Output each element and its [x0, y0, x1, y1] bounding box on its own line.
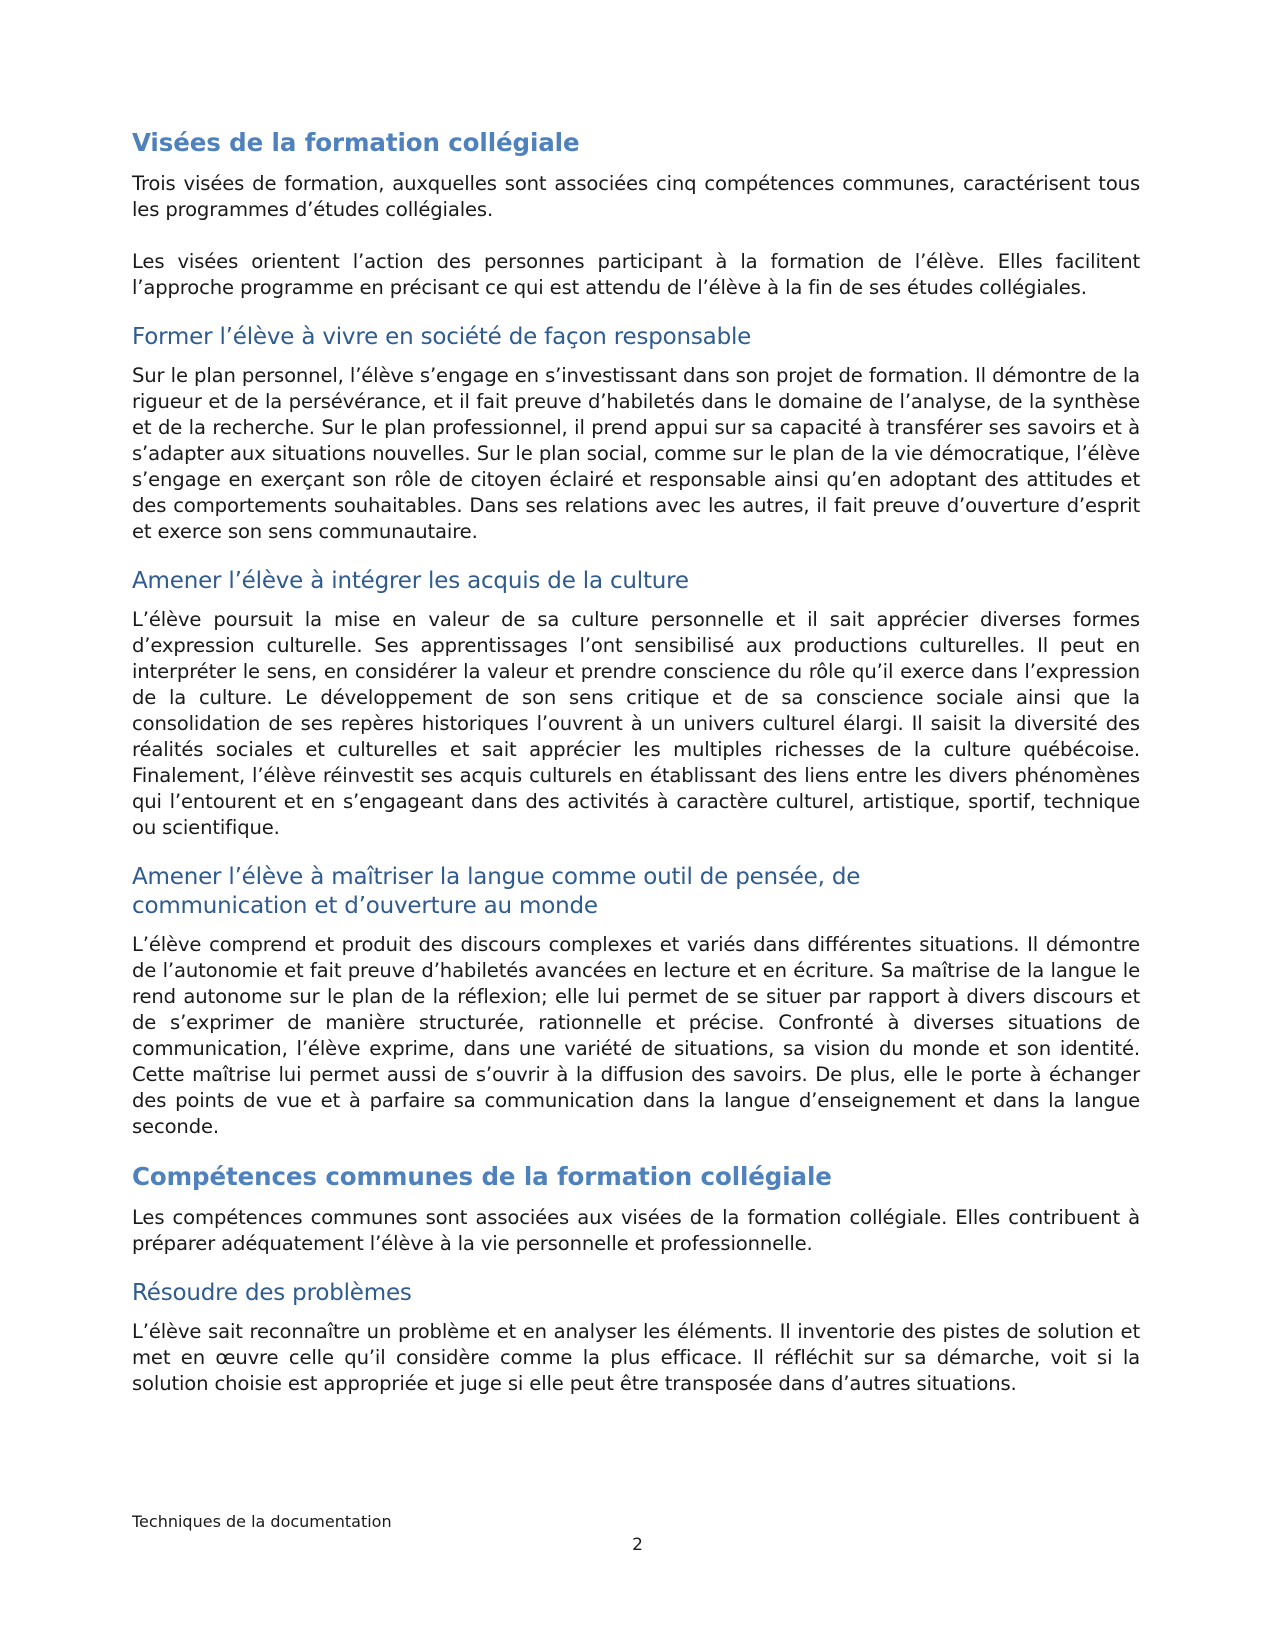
paragraph-visees-intro: Trois visées de formation, auxquelles sont associées cinq compétences communes, caractérisent tous les programmes d’études collégiales. [132, 172, 1140, 221]
paragraph-visees-role: Les visées orientent l’action des personnes participant à la formation de l’élève. Elles facilitent l’approche programme en précisant ce qui est attendu de l’élève à la fin de ses études collégiales. [132, 250, 1140, 299]
subsection-title-societe: Former l’élève à vivre en société de façon responsable [132, 324, 752, 350]
paragraph-competences-intro: Les compétences communes sont associées aux visées de la formation collégiale. Elles contribuent à préparer adéquatement l’élève à la vie personnelle et professionnelle. [132, 1206, 1140, 1255]
subsection-title-langue: Amener l’élève à maîtriser la langue comme outil de pensée, de communication et d’ouverture au monde [132, 864, 861, 919]
paragraph-langue: L’élève comprend et produit des discours complexes et variés dans différentes situations. Il démontre de l’autonomie et fait preuve d’habiletés avancées en lecture et en écriture. Sa maîtrise de la langue le rend autonome sur le plan de la réflexion; elle lui permet de se situer par rapport à divers discours et de s’exprimer de manière structurée, rationnelle et précise. Confronté à diverses situations de communication, l’élève exprime, dans une variété de situations, sa vision du monde et son identité. Cette maîtrise lui permet aussi de s’ouvrir à la diffusion des savoirs. De plus, elle le porte à échanger des points de vue et à parfaire sa communication dans la langue d’enseignement et dans la langue seconde. [132, 933, 1140, 1138]
page-number: 2 [632, 1535, 643, 1555]
footer-program-title: Techniques de la documentation [132, 1512, 392, 1531]
subsection-title-culture: Amener l’élève à intégrer les acquis de la culture [132, 568, 689, 594]
paragraph-societe: Sur le plan personnel, l’élève s’engage en s’investissant dans son projet de formation. Il démontre de la rigueur et de la persévérance, et il fait preuve d’habiletés dans le domaine de l’analyse, de la synthèse et de la recherche. Sur le plan professionnel, il prend appui sur sa capacité à transférer ses savoirs et à s’adapter aux situations nouvelles. Sur le plan social, comme sur le plan de la vie démocratique, l’élève s’engage en exerçant son rôle de citoyen éclairé et responsable ainsi qu’en adoptant des attitudes et des comportements souhaitables. Dans ses relations avec les autres, il fait preuve d’ouverture d’esprit et exerce son sens communautaire. [132, 364, 1140, 543]
section-title-visees: Visées de la formation collégiale [132, 128, 580, 157]
subsection-title-problemes: Résoudre des problèmes [132, 1280, 412, 1306]
paragraph-problemes: L’élève sait reconnaître un problème et en analyser les éléments. Il inventorie des pistes de solution et met en œuvre celle qu’il considère comme la plus efficace. Il réfléchit sur sa démarche, voit si la solution choisie est appropriée et juge si elle peut être transposée dans d’autres situations. [132, 1320, 1140, 1395]
document-body [132, 128, 1140, 1397]
section-title-competences: Compétences communes de la formation collégiale [132, 1162, 832, 1191]
paragraph-culture: L’élève poursuit la mise en valeur de sa culture personnelle et il sait apprécier diverses formes d’expression culturelle. Ses apprentissages l’ont sensibilisé aux productions culturelles. Il peut en interpréter le sens, en considérer la valeur et prendre conscience du rôle qu’il exerce dans l’expression de la culture. Le développement de son sens critique et de sa conscience sociale ainsi que la consolidation de ses repères historiques l’ouvrent à un univers culturel élargi. Il saisit la diversité des réalités sociales et culturelles et sait apprécier les multiples richesses de la culture québécoise. Finalement, l’élève réinvestit ses acquis culturels en établissant des liens entre les divers phénomènes qui l’entourent et en s’engageant dans des activités à caractère culturel, artistique, sportif, technique ou scientifique. [132, 608, 1140, 839]
